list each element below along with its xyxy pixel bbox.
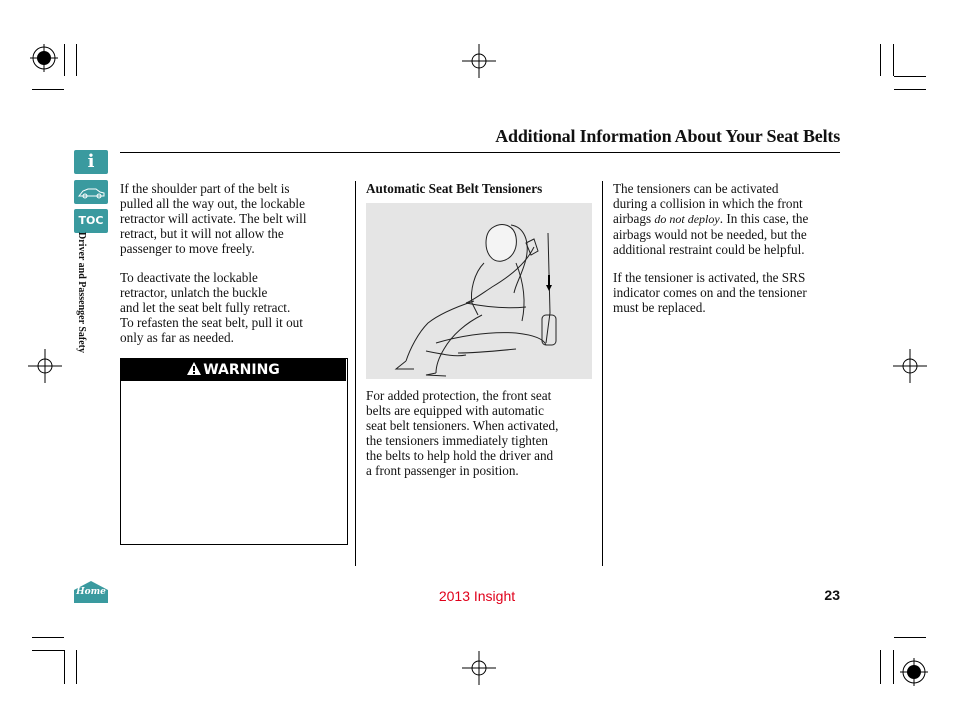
registration-sunburst-icon: [30, 44, 58, 72]
section-label: Driver and Passenger Safety: [76, 232, 87, 354]
info-icon: i: [87, 151, 95, 172]
warning-triangle-icon: [187, 362, 201, 375]
toc-button[interactable]: [74, 209, 108, 233]
activation-text-part: The tensioners can be activated during a collision in which the front airbags: [613, 181, 803, 226]
deactivate-retractor-text: To deactivate the lockable retractor, unlatch the buckle and let the seat belt fully retract. To refasten the seat belt, pull it out only as far as needed.: [120, 270, 303, 345]
home-label: Home: [76, 587, 106, 597]
crosshair-icon: [462, 651, 496, 685]
toc-label: TOC: [78, 214, 104, 227]
vehicle-button[interactable]: [74, 180, 108, 204]
warning-label: WARNING: [203, 362, 280, 378]
activation-text-part: . In this case, the airbags would not be needed, but the additional restraint could be helpful.: [613, 211, 809, 257]
column-divider: [602, 181, 603, 566]
registration-sunburst-icon: [900, 658, 928, 686]
warning-header: [121, 359, 346, 381]
home-button[interactable]: [74, 581, 108, 603]
srs-indicator-text: If the tensioner is activated, the SRS indicator comes on and the tensioner must be replaced.: [613, 270, 807, 315]
title-rule: [120, 152, 840, 153]
seated-passenger-illustration: [366, 203, 592, 379]
tensioner-activation-text: [613, 181, 845, 257]
lockable-retractor-text: If the shoulder part of the belt is pulled all the way out, the lockable retractor will activate. The belt will retract, but it will not allow the passenger to move freely.: [120, 181, 307, 256]
page-title: Additional Information About Your Seat Belts: [495, 126, 840, 146]
car-icon: [74, 180, 108, 204]
do-not-deploy-emphasis: do not deploy: [654, 212, 720, 226]
page-number: 23: [824, 587, 840, 603]
column-divider: [355, 181, 356, 566]
crosshair-icon: [28, 349, 62, 383]
seat-belt-tensioner-illustration: [366, 203, 592, 379]
tensioners-description: For added protection, the front seat belts are equipped with automatic seat belt tensioners. When activated, the tensioners immediately tighten the belts to help hold the driver and a front passenger in position.: [366, 388, 559, 478]
tensioners-heading: Automatic Seat Belt Tensioners: [366, 181, 543, 196]
info-button[interactable]: [74, 150, 108, 174]
crosshair-icon: [893, 349, 927, 383]
model-name: 2013 Insight: [438, 588, 516, 604]
warning-box: [120, 358, 348, 545]
crosshair-icon: [462, 44, 496, 78]
